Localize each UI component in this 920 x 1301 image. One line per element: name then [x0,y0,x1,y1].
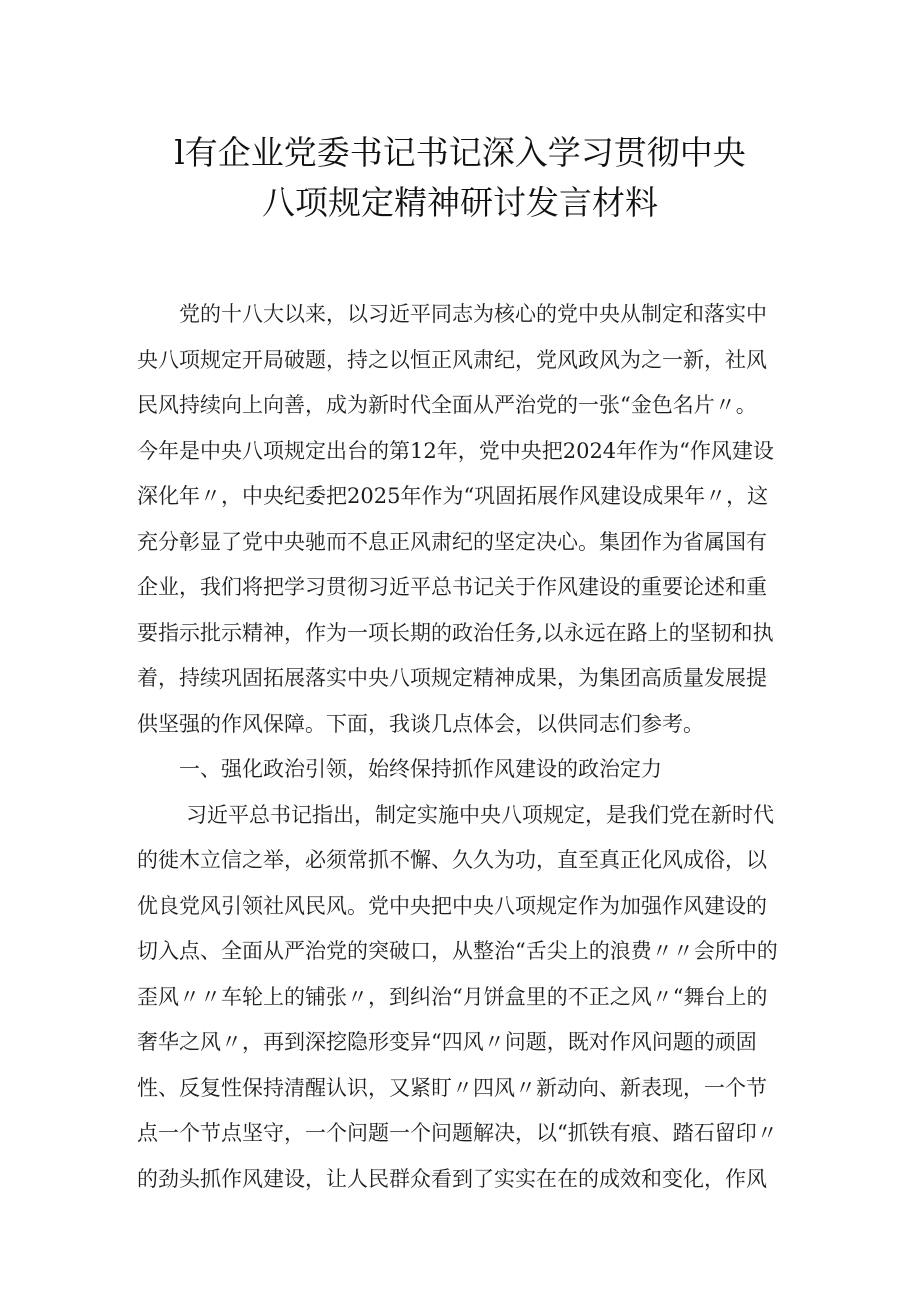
paragraph-line: 优良党风引领社风民风。党中央把中央八项规定作为加强作风建设的 [137,893,767,918]
paragraph-line: 性、反复性保持清醒认识，又紧盯〃四风〃新动向、新表现，一个节 [137,1075,767,1100]
document-title [0,128,920,228]
paragraph-line: 央八项规定开局破题，持之以恒正风肃纪，党风政风为之一新，社风 [137,347,767,372]
paragraph-line: 歪风〃〃车轮上的铺张〃，到纠治“月饼盒里的不正之风〃“舞台上的 [137,984,768,1009]
paragraph-line: 企业，我们将把学习贯彻习近平总书记关于作风建设的重要论述和重 [137,575,767,599]
paragraph-line: 要指示批示精神，作为一项长期的政治任务,以永远在路上的坚韧和执 [137,620,774,645]
paragraph-line: 点一个节点坚守，一个问题一个问题解决，以“抓铁有痕、踏石留印〃 [137,1121,778,1145]
paragraph-line: 充分彰显了党中央驰而不息正风肃纪的坚定决心。集团作为省属国有 [137,529,767,554]
paragraph-line: 习近平总书记指出，制定实施中央八项规定，是我们党在新时代 [186,802,774,827]
section-heading: 一、强化政治引领，始终保持抓作风建设的政治定力 [179,757,662,781]
title-line: 八项规定精神研讨发言材料 [262,183,658,222]
document-body [137,292,807,1202]
paragraph-line: 党的十八大以来，以习近平同志为核心的党中央从制定和落实中 [179,302,767,326]
paragraph-line: 供坚强的作风保障。下面，我谈几点体会，以供同志们参考。 [137,711,704,736]
paragraph-line: 切入点、全面从严治党的突破口，从整治“舌尖上的浪费〃〃会所中的 [137,939,778,963]
paragraph-line: 奢华之风〃，再到深挖隐形变异“四风〃问题，既对作风问题的顽固 [137,1030,757,1054]
paragraph-line: 今年是中央八项规定出台的第12年，党中央把2024年作为“作风建设 [137,438,774,463]
paragraph-line: 民风持续向上向善，成为新时代全面从严治党的一张“金色名片〃。 [137,393,757,417]
paragraph-line: 的徙木立信之举，必须常抓不懈、久久为功，直至真正化风成俗，以 [137,848,767,872]
paragraph-line: 的劲头抓作风建设，让人民群众看到了实实在在的成效和变化，作风 [137,1166,767,1191]
paragraph-line: 着，持续巩固拓展落实中央八项规定精神成果，为集团高质量发展提 [137,666,767,690]
paragraph-line: 深化年〃，中央纪委把2025年作为“巩固拓展作风建设成果年〃，这 [137,484,769,508]
title-line: l有企业党委书记书记深入学习贯彻中央 [174,133,746,172]
